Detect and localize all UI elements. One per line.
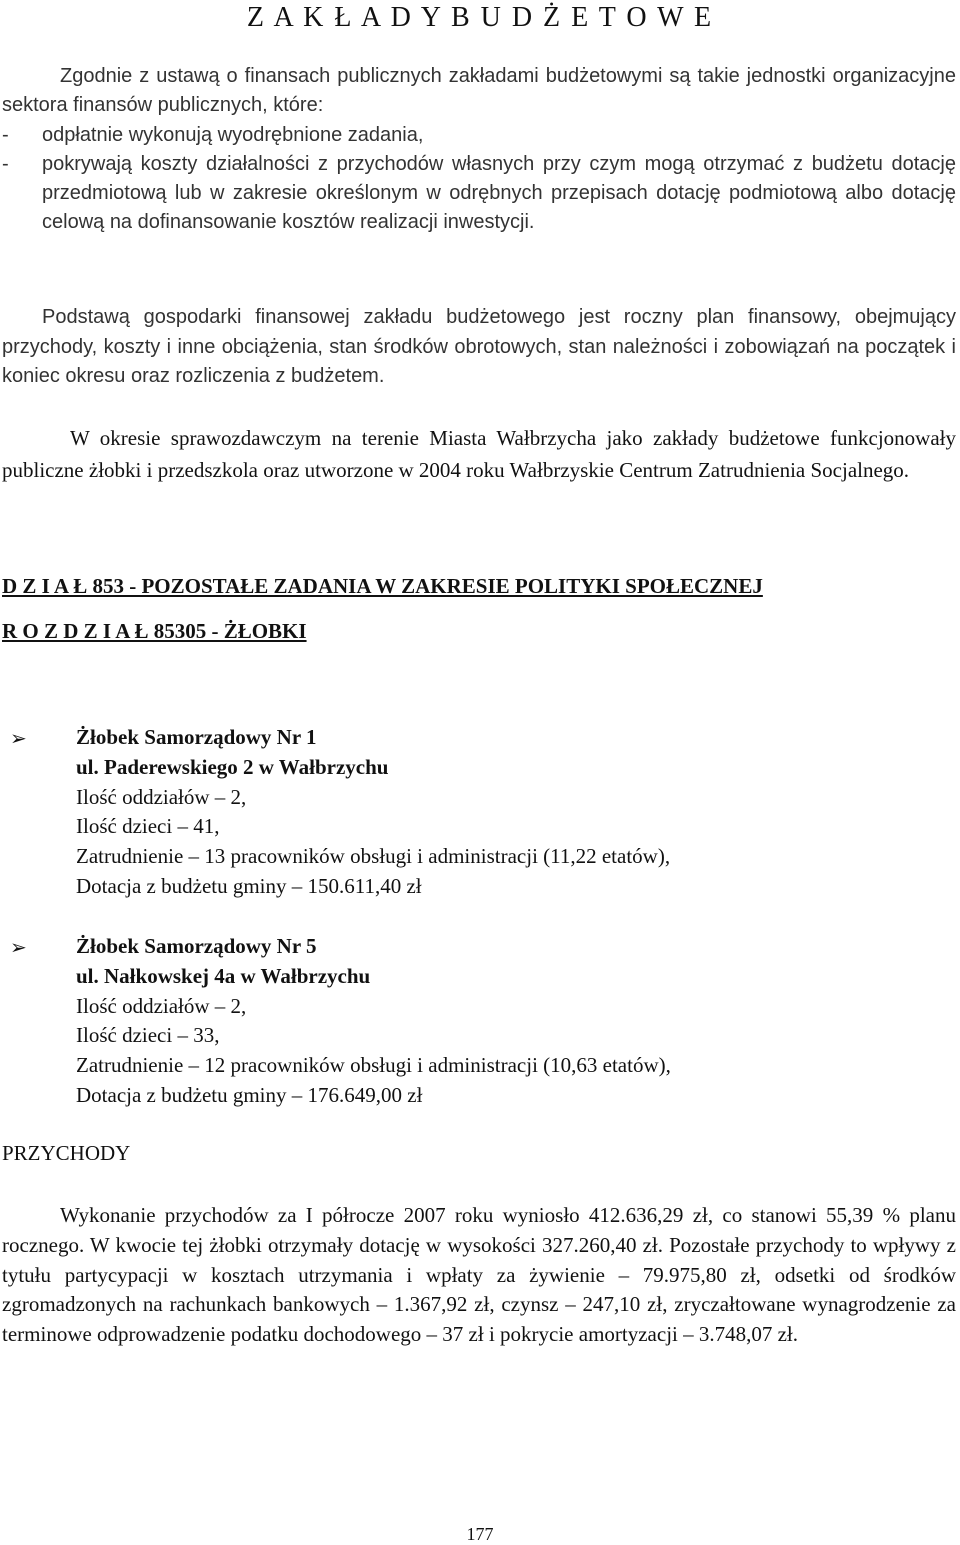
revenue-section bbox=[2, 1201, 956, 1350]
arrow-bullet-icon: ➢ bbox=[10, 726, 27, 750]
list-item-text: pokrywają koszty działalności z przychodów własnych przy czym mogą otrzymać z budżetu dotację przedmiotową lub w zakresie określonym w odrębnych przepisach dotację podmiotową albo dotację celową na dofinansowanie kosztów realizacji inwestycji. bbox=[42, 152, 956, 234]
reporting-period-section bbox=[2, 423, 956, 486]
nursery-entry bbox=[2, 932, 956, 1111]
nursery-subsidy: Dotacja z budżetu gminy – 176.649,00 zł bbox=[76, 1082, 423, 1107]
section-heading: D Z I A Ł 853 - POZOSTAŁE ZADANIA W ZAKRESIE POLITYKI SPOŁECZNEJ bbox=[2, 574, 763, 598]
nursery-departments: Ilość oddziałów – 2, bbox=[76, 784, 247, 809]
nursery-entry bbox=[2, 723, 956, 902]
nursery-name: Żłobek Samorządowy Nr 1 bbox=[76, 725, 317, 749]
subsection-heading: R O Z D Z I A Ł 85305 - ŻŁOBKI bbox=[2, 619, 307, 643]
list-item bbox=[2, 150, 956, 238]
list-dash: - bbox=[2, 123, 9, 146]
nursery-name: Żłobek Samorządowy Nr 5 bbox=[76, 934, 317, 958]
document-title: Z A K Ł A D Y B U D Ż E T O W E bbox=[246, 2, 714, 33]
page-number: 177 bbox=[466, 1524, 494, 1544]
nursery-departments: Ilość oddziałów – 2, bbox=[76, 993, 247, 1018]
revenue-paragraph: Wykonanie przychodów za I półrocze 2007 roku wyniosło 412.636,29 zł, co stanowi 55,39 % planu rocznego. W kwocie tej żłobki otrzymały dotację w wysokości 327.260,40 zł. Pozostałe przychody to wpływy z tytułu partycypacji w kosztach utrzymania i wpłaty za żywienie – 79.975,80 zł, odsetki od środków zgromadzonych na rachunkach bankowych – 1.367,92 zł, czynsz – 247,10 zł, zryczałtowane wynagrodzenie za terminowe odprowadzenie podatku dochodowego – 37 zł i pokrycie amortyzacji – 3.748,07 zł. bbox=[2, 1203, 956, 1347]
list-item-text: odpłatnie wykonują wyodrębnione zadania, bbox=[42, 123, 424, 146]
intro-paragraph: Zgodnie z ustawą o finansach publicznych zakładami budżetowymi są takie jednostki organizacyjne sektora finansów publicznych, które: bbox=[2, 65, 956, 117]
arrow-bullet-icon: ➢ bbox=[10, 935, 27, 959]
revenue-heading: PRZYCHODY bbox=[2, 1141, 131, 1165]
nursery-subsidy: Dotacja z budżetu gminy – 150.611,40 zł bbox=[76, 873, 422, 898]
list-item bbox=[2, 121, 956, 150]
reporting-period-paragraph: W okresie sprawozdawczym na terenie Miasta Wałbrzycha jako zakłady budżetowe funkcjonowały publiczne żłobki i przedszkola oraz utworzone w 2004 roku Wałbrzyskie Centrum Zatrudnienia Socjalnego. bbox=[2, 426, 956, 482]
nursery-employment: Zatrudnienie – 12 pracowników obsługi i administracji (10,63 etatów), bbox=[76, 1053, 671, 1078]
nursery-employment: Zatrudnienie – 13 pracowników obsługi i administracji (11,22 etatów), bbox=[76, 844, 671, 869]
nursery-name-row bbox=[2, 723, 956, 753]
nursery-address: ul. Nałkowskej 4a w Wałbrzychu bbox=[76, 963, 371, 988]
nursery-address: ul. Paderewskiego 2 w Wałbrzychu bbox=[76, 754, 389, 779]
financial-plan-section bbox=[2, 303, 956, 392]
list-dash: - bbox=[2, 152, 9, 175]
intro-section bbox=[2, 62, 956, 238]
nursery-children: Ilość dzieci – 41, bbox=[76, 814, 220, 839]
nursery-name-row bbox=[2, 932, 956, 962]
financial-plan-paragraph: Podstawą gospodarki finansowej zakładu budżetowego jest roczny plan finansowy, obejmujący przychody, koszty i inne obciążenia, stan środków obrotowych, stan należności i zobowiązań na początek i koniec okresu oraz rozliczenia z budżetem. bbox=[2, 306, 956, 387]
nursery-children: Ilość dzieci – 33, bbox=[76, 1023, 220, 1048]
